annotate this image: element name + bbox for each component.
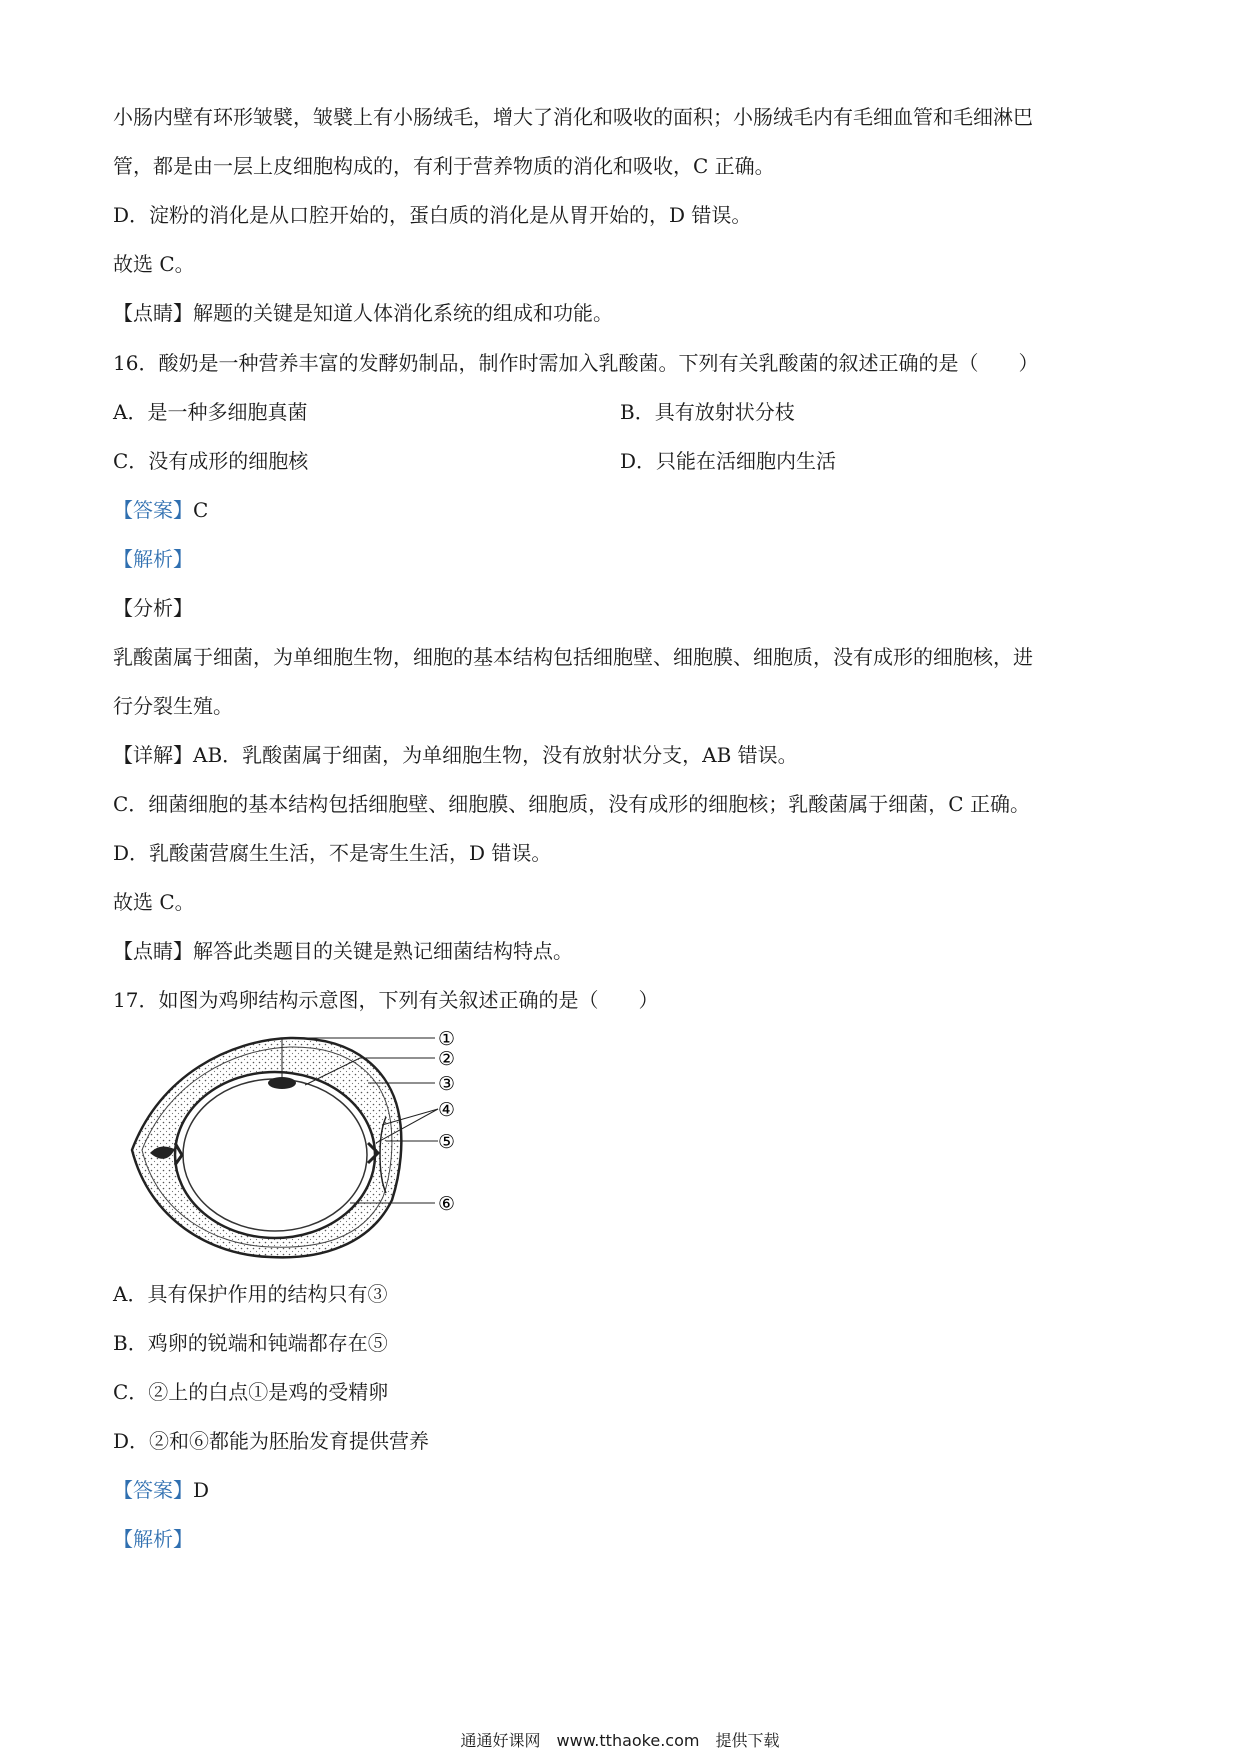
q16-option-c: C．没有成形的细胞核 [113,449,309,473]
answer-label: 【答案】 [113,1478,193,1502]
page-footer: 通通好课网 www.tthaoke.com 提供下载 [460,1731,780,1750]
egg-structure-diagram [120,1025,480,1275]
question-16-stem: 16．酸奶是一种营养丰富的发酵奶制品，制作时需加入乳酸菌。下列有关乳酸菌的叙述正确的是（ ） [113,351,1039,375]
answer-value: D [193,1478,210,1502]
q17-option-c: C．②上的白点①是鸡的受精卵 [113,1380,389,1404]
q16-option-a: A．是一种多细胞真菌 [113,400,308,424]
text-line: 管，都是由一层上皮细胞构成的，有利于营养物质的消化和吸收，C 正确。 [113,154,775,178]
detail-text: AB．乳酸菌属于细菌，为单细胞生物，没有放射状分支，AB 错误。 [193,743,798,767]
tip-line [113,938,573,964]
q16-answer [113,497,208,523]
tip-line [113,300,613,326]
answer-label: 【答案】 [113,498,193,522]
text-line: 故选 C。 [113,890,195,914]
figure-label-4: ④ [438,1099,456,1121]
q16-analysis-label: 【解析】 [113,547,193,571]
figure-label-3: ③ [438,1073,456,1095]
text-line: D．淀粉的消化是从口腔开始的，蛋白质的消化是从胃开始的，D 错误。 [113,203,752,227]
q17-answer [113,1477,209,1503]
egg-diagram-svg [120,1025,480,1275]
tip-label: 【点睛】 [113,301,193,325]
detail-label: 【详解】 [113,743,193,767]
q17-option-a: A．具有保护作用的结构只有③ [113,1282,388,1306]
question-17-stem: 17．如图为鸡卵结构示意图，下列有关叙述正确的是（ ） [113,988,659,1012]
q16-detail [113,742,798,768]
text-line: 乳酸菌属于细菌，为单细胞生物，细胞的基本结构包括细胞壁、细胞膜、细胞质，没有成形的细胞核，进 [113,645,1033,669]
text-line: 行分裂生殖。 [113,694,233,718]
yolk [183,1079,367,1231]
figure-label-5: ⑤ [438,1131,456,1153]
q17-option-b: B．鸡卵的锐端和钝端都存在⑤ [113,1331,388,1355]
q16-option-d: D．只能在活细胞内生活 [620,449,837,473]
q17-analysis-label: 【解析】 [113,1527,193,1551]
text-line: 小肠内壁有环形皱襞，皱襞上有小肠绒毛，增大了消化和吸收的面积；小肠绒毛内有毛细血管和毛细淋巴 [113,105,1033,129]
text-line: C．细菌细胞的基本结构包括细胞壁、细胞膜、细胞质，没有成形的细胞核；乳酸菌属于细菌，C 正确。 [113,792,1030,816]
q16-option-b: B．具有放射状分枝 [620,400,795,424]
text-line: 故选 C。 [113,252,195,276]
tip-label: 【点睛】 [113,939,193,963]
answer-value: C [193,498,209,522]
figure-label-1: ① [438,1028,456,1050]
tip-text: 解题的关键是知道人体消化系统的组成和功能。 [193,301,613,325]
figure-label-2: ② [438,1048,456,1070]
q16-fenxi-label: 【分析】 [113,596,193,620]
figure-label-6: ⑥ [438,1193,456,1215]
text-line: D．乳酸菌营腐生生活，不是寄生生活，D 错误。 [113,841,552,865]
tip-text: 解答此类题目的关键是熟记细菌结构特点。 [193,939,573,963]
q17-option-d: D．②和⑥都能为胚胎发育提供营养 [113,1429,430,1453]
